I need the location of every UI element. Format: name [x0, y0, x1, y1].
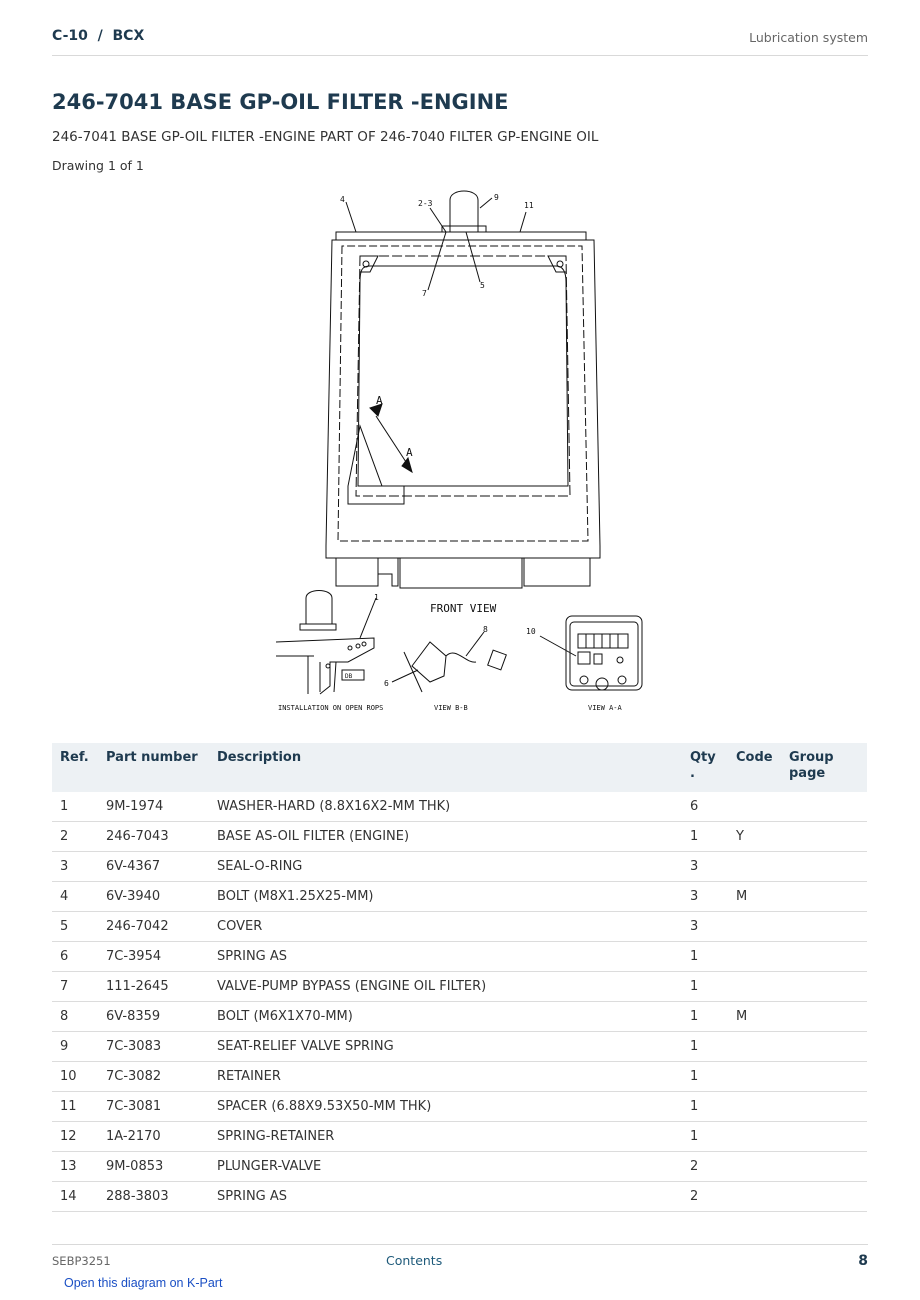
parts-diagram[interactable]: [270, 186, 660, 716]
callout-6[interactable]: 6: [384, 679, 389, 688]
drawing-count: Drawing 1 of 1: [52, 158, 144, 173]
cell-group-page: [781, 972, 867, 1002]
col-ref: Ref.: [52, 743, 98, 792]
cell-description: SPRING AS: [209, 942, 682, 972]
cell-ref: 9: [52, 1032, 98, 1062]
col-qty-line2: .: [690, 766, 695, 781]
table-row: [52, 942, 867, 972]
cell-qty: 1: [682, 1062, 728, 1092]
col-group-line1: Group: [789, 750, 834, 765]
cell-description: SPRING-RETAINER: [209, 1122, 682, 1152]
table-row: [52, 1122, 867, 1152]
cell-ref: 12: [52, 1122, 98, 1152]
table-row: [52, 882, 867, 912]
view-aa-panel: [566, 616, 642, 690]
cell-description: WASHER-HARD (8.8X16X2-MM THK): [209, 792, 682, 822]
cell-qty: 2: [682, 1152, 728, 1182]
contents-link[interactable]: Contents: [386, 1253, 443, 1268]
table-row: [52, 822, 867, 852]
col-part-number: Part number: [98, 743, 209, 792]
cell-ref: 8: [52, 1002, 98, 1032]
cell-part-number[interactable]: 288-3803: [98, 1182, 209, 1212]
install-bracket: [276, 638, 374, 694]
col-group-line2: page: [789, 766, 826, 781]
cell-group-page: [781, 1002, 867, 1032]
cell-qty: 1: [682, 822, 728, 852]
cell-group-page: [781, 1182, 867, 1212]
db-label: DB: [345, 673, 353, 680]
cell-code: [728, 1062, 781, 1092]
cell-part-number[interactable]: 9M-0853: [98, 1152, 209, 1182]
view-aa-label: VIEW A-A: [588, 704, 622, 712]
cell-qty: 1: [682, 1092, 728, 1122]
cell-part-number[interactable]: 7C-3954: [98, 942, 209, 972]
cell-ref: 4: [52, 882, 98, 912]
callout-5[interactable]: 5: [480, 281, 485, 290]
cell-ref: 2: [52, 822, 98, 852]
cell-ref: 10: [52, 1062, 98, 1092]
cell-group-page: [781, 942, 867, 972]
col-qty: [682, 743, 728, 792]
callout-11[interactable]: 11: [524, 201, 534, 210]
col-qty-line1: Qty: [690, 750, 716, 765]
cell-group-page: [781, 1152, 867, 1182]
cell-qty: 1: [682, 942, 728, 972]
section-a-top: A: [376, 394, 383, 407]
cell-code: [728, 942, 781, 972]
page-footer: [52, 1244, 868, 1275]
cell-code: [728, 1152, 781, 1182]
table-row: [52, 1092, 867, 1122]
base-box-3: [400, 558, 522, 588]
cell-part-number[interactable]: 6V-3940: [98, 882, 209, 912]
cell-qty: 2: [682, 1182, 728, 1212]
cell-group-page: [781, 822, 867, 852]
cell-description: SPRING AS: [209, 1182, 682, 1212]
table-header-row: [52, 743, 867, 792]
base-box-1: [336, 558, 378, 586]
cell-qty: 1: [682, 1032, 728, 1062]
callout-1[interactable]: 1: [374, 593, 379, 602]
cell-qty: 3: [682, 912, 728, 942]
cell-qty: 3: [682, 882, 728, 912]
callout-7[interactable]: 7: [422, 289, 427, 298]
cell-code: Y: [728, 822, 781, 852]
cell-ref: 3: [52, 852, 98, 882]
breadcrumb: C-10 / BCX: [52, 28, 145, 44]
callout-8[interactable]: 8: [483, 625, 488, 634]
cell-ref: 7: [52, 972, 98, 1002]
cell-description: SEAT-RELIEF VALVE SPRING: [209, 1032, 682, 1062]
view-bb-part: [412, 642, 446, 682]
cell-code: M: [728, 1002, 781, 1032]
cell-group-page: [781, 882, 867, 912]
window-inner: [358, 266, 568, 486]
cell-code: [728, 1122, 781, 1152]
cell-code: [728, 852, 781, 882]
cell-code: [728, 1092, 781, 1122]
cell-code: [728, 792, 781, 822]
cell-part-number[interactable]: 7C-3081: [98, 1092, 209, 1122]
cell-description: BOLT (M6X1X70-MM): [209, 1002, 682, 1032]
cell-qty: 1: [682, 1122, 728, 1152]
page-header: [52, 28, 868, 56]
page-number: 8: [858, 1253, 868, 1269]
callout-10[interactable]: 10: [526, 627, 536, 636]
table-row: [52, 1062, 867, 1092]
cell-ref: 13: [52, 1152, 98, 1182]
installation-label: INSTALLATION ON OPEN ROPS: [278, 704, 384, 712]
window-outline: [356, 256, 570, 496]
open-kpart-link[interactable]: Open this diagram on K-Part: [64, 1276, 223, 1290]
cell-group-page: [781, 912, 867, 942]
cell-description: VALVE-PUMP BYPASS (ENGINE OIL FILTER): [209, 972, 682, 1002]
callout-9[interactable]: 9: [494, 193, 499, 202]
table-row: [52, 972, 867, 1002]
cell-part-number[interactable]: 111-2645: [98, 972, 209, 1002]
cell-description: BASE AS-OIL FILTER (ENGINE): [209, 822, 682, 852]
table-row: [52, 1152, 867, 1182]
cell-part-number[interactable]: 6V-4367: [98, 852, 209, 882]
cab-outer-frame: [326, 240, 600, 558]
cell-group-page: [781, 792, 867, 822]
cell-code: [728, 1182, 781, 1212]
col-description: Description: [209, 743, 682, 792]
base-box-4: [524, 558, 590, 586]
col-code: Code: [728, 743, 781, 792]
table-row: [52, 912, 867, 942]
cell-part-number[interactable]: 246-7043: [98, 822, 209, 852]
parts-table: [52, 743, 867, 1212]
cell-group-page: [781, 1122, 867, 1152]
cell-description: SEAL-O-RING: [209, 852, 682, 882]
cell-group-page: [781, 1092, 867, 1122]
table-row: [52, 852, 867, 882]
cell-part-number[interactable]: 9M-1974: [98, 792, 209, 822]
cell-description: SPACER (6.88X9.53X50-MM THK): [209, 1092, 682, 1122]
cell-qty: 1: [682, 1002, 728, 1032]
cell-ref: 5: [52, 912, 98, 942]
cell-qty: 1: [682, 972, 728, 1002]
cell-description: RETAINER: [209, 1062, 682, 1092]
cell-code: [728, 972, 781, 1002]
table-row: [52, 1182, 867, 1212]
callout-4[interactable]: 4: [340, 195, 345, 204]
col-group-page: [781, 743, 867, 792]
view-bb-label: VIEW B-B: [434, 704, 468, 712]
cell-qty: 3: [682, 852, 728, 882]
base-box-2: [378, 558, 398, 586]
install-beacon: [306, 591, 332, 625]
cell-ref: 11: [52, 1092, 98, 1122]
cell-code: [728, 912, 781, 942]
table-row: [52, 1032, 867, 1062]
section-a-bottom: A: [406, 446, 413, 459]
cell-code: M: [728, 882, 781, 912]
page-subtitle: 246-7041 BASE GP-OIL FILTER -ENGINE PART OF 246-7040 FILTER GP-ENGINE OIL: [52, 129, 599, 145]
cell-group-page: [781, 1032, 867, 1062]
cell-description: BOLT (M8X1.25X25-MM): [209, 882, 682, 912]
cell-group-page: [781, 852, 867, 882]
cell-part-number[interactable]: 1A-2170: [98, 1122, 209, 1152]
section-name: Lubrication system: [749, 30, 868, 45]
cell-part-number[interactable]: 246-7042: [98, 912, 209, 942]
callout-2-3[interactable]: 2-3: [418, 199, 433, 208]
cell-description: PLUNGER-VALVE: [209, 1152, 682, 1182]
table-row: [52, 792, 867, 822]
cell-code: [728, 1032, 781, 1062]
cell-part-number[interactable]: 7C-3082: [98, 1062, 209, 1092]
document-code: SEBP3251: [52, 1254, 111, 1268]
cell-group-page: [781, 1062, 867, 1092]
cell-ref: 1: [52, 792, 98, 822]
cell-part-number[interactable]: 6V-8359: [98, 1002, 209, 1032]
cell-qty: 6: [682, 792, 728, 822]
front-view-label: FRONT VIEW: [430, 602, 497, 615]
cell-part-number[interactable]: 7C-3083: [98, 1032, 209, 1062]
cell-ref: 6: [52, 942, 98, 972]
table-row: [52, 1002, 867, 1032]
cell-ref: 14: [52, 1182, 98, 1212]
cab-top-rail: [336, 232, 586, 240]
page-title: 246-7041 BASE GP-OIL FILTER -ENGINE: [52, 90, 509, 114]
cell-description: COVER: [209, 912, 682, 942]
